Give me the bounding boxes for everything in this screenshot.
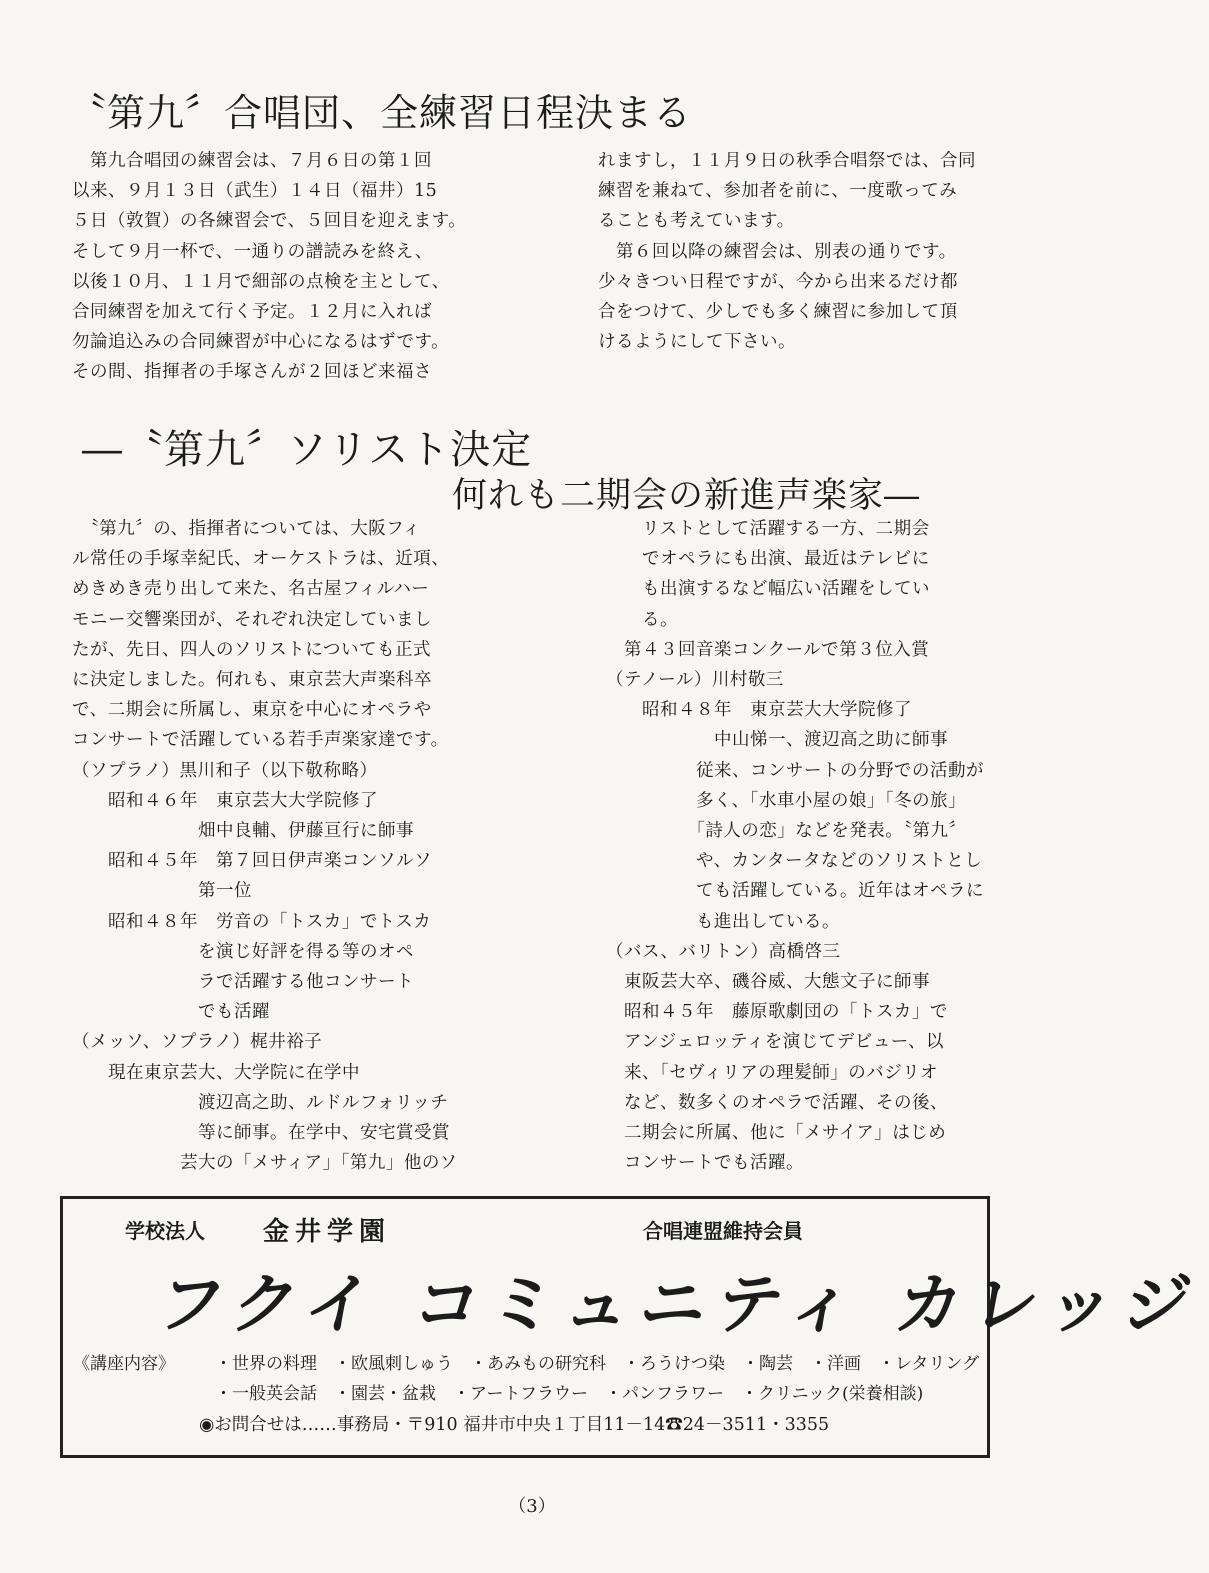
ad-member-label: 合唱連盟維持会員: [643, 1219, 803, 1243]
article-schedule-body-left: 第九合唱団の練習会は、７月６日の第１回 以来、９月１３日（武生）１４日（福井）15 ５日（敦賀）の各練習会で、５回目を迎えます。 そして９月一杯で、一通りの譜読みを終え、 以後１０月、１１月で細部の点検を主として、 合同練習を加えて行く予定。１２月に入れば 勿論追込みの合同練習が中心になるはずです。 その間、指揮者の手塚さんが２回ほど来福さ: [72, 151, 467, 383]
article-schedule-body-right: れますし，１１月９日の秋季合唱祭では、合同 練習を兼ねて、参加者を前に、一度歌ってみ ることも考えています。 第６回以降の練習会は、別表の通りです。 少々きつい日程ですが、今から出来るだけ都 合をつけて、少しでも多く練習に参加して頂 けるようにして下さい。: [598, 151, 976, 353]
ad-contact-info: ◉お問合せは……事務局・〒910 福井市中央１丁目11－14☎24－3511・3355: [199, 1415, 830, 1435]
article-title-soloists: ―〝第九〞ソリスト決定: [82, 427, 533, 473]
ad-courses-line-2: ・一般英会話 ・園芸・盆栽 ・アートフラウー ・パンフラワー ・クリニック(栄養相談): [215, 1384, 924, 1404]
ad-org-name: 金井学園: [263, 1217, 392, 1247]
page-number: （3）: [508, 1496, 556, 1517]
ad-courses-line-1: ・世界の料理 ・欧風刺しゅう ・あみもの研究科 ・ろうけつ染 ・陶芸 ・洋画 ・レタリング: [215, 1354, 979, 1374]
advertisement-box: [60, 1196, 1207, 1458]
article-soloists-body-right: リストとして活躍する一方、二期会 でオペラにも出演、最近はテレビに も出演するなど幅広い活躍をしてい る。 第４３回音楽コンクールで第３位入賞 （テノール）川村敬三 昭和４８年 東京芸大大学院修了 中山悌一、渡辺高之助に師事 従来、コンサートの分野での活動が 多く、「水車小屋の娘」「冬の旅」 「詩人の恋」などを発表。〝第九〞 や、カンタータなどのソリストとし ても活躍している。近年はオペラに も進出している。 （バス、バリトン）高橋啓三 東阪芸大卒、磯谷威、大態文子に師事 昭和４５年 藤原歌劇団の「トスカ」で アンジェロッティを演じてデビュー、以 来、「セヴィリアの理髪師」のバジリオ など、数多くのオペラで活躍、その後、 二期会に所属、他に「メサイア」はじめ コンサートでも活躍。: [606, 519, 984, 1174]
article-subtitle-soloists: 何れも二期会の新進声楽家―: [452, 476, 921, 516]
ad-college-name: フクイ コミュニティ カレッジ: [151, 1266, 1207, 1343]
ad-org-type: 学校法人: [125, 1219, 205, 1243]
article-soloists-body-left: 〝第九〞の、指揮者については、大阪フィ ル常任の手塚幸紀氏、オーケストラは、近項、 めきめき売り出して来た、名古屋フィルハー モニー交響楽団が、それぞれ決定していまし たが、先日、四人のソリストについても正式 に決定しました。何れも、東京芸大声楽科卒 で、二期会に所属し、東京を中心にオペラや コンサートで活躍している若手声楽家達です。 （ソプラノ）黒川和子（以下敬称略） 昭和４６年 東京芸大大学院修了 畑中良輔、伊藤亘行に師事 昭和４５年 第７回日伊声楽コンソルソ 第一位 昭和４８年 労音の「トスカ」でトスカ を演じ好評を得る等のオペ ラで活躍する他コンサート でも活躍 （メッソ、ソプラノ）梶井裕子 現在東京芸大、大学院に在学中 渡辺高之助、ルドルフォリッチ 等に師事。在学中、安宅賞受賞 芸大の「メサィア」「第九」他のソ: [72, 519, 458, 1174]
ad-courses-label: 《講座内容》: [73, 1354, 175, 1374]
article-title-schedule: 〝第九〞合唱団、全練習日程決まる: [68, 91, 693, 135]
